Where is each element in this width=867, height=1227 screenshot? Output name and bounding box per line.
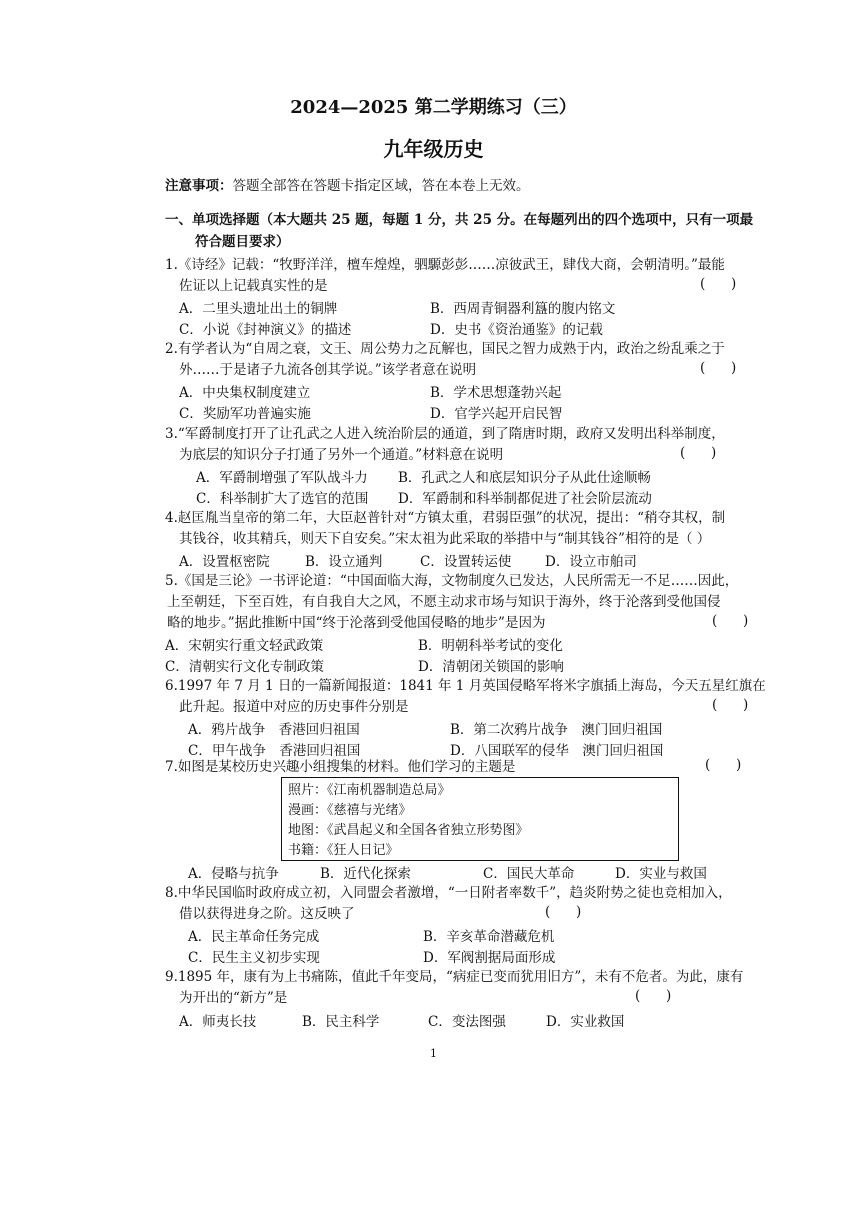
q7-option-a: A．侵略与抗争 <box>188 866 279 882</box>
q6-option-a: A．鸦片战争 香港回归祖国 <box>188 722 360 738</box>
q7-option-d: D．实业与救国 <box>615 866 707 882</box>
q5-stem-line2: 上至朝廷，下至百姓，有自我自大之风，不愿主动求市场与知识于海外，终于沦落到受他国侵 <box>167 594 721 610</box>
q1-option-b: B．西周青铜器利簋的腹内铭文 <box>430 301 616 317</box>
q3-stem-line2: 为底层的知识分子打通了另外一个通道。”材料意在说明 <box>179 447 504 463</box>
q7-material-box <box>281 777 679 861</box>
q2-option-b: B．学术思想蓬勃兴起 <box>430 385 562 401</box>
q8-stem-line2: 借以获得进身之阶。这反映了 <box>179 906 355 922</box>
q8-answer-paren: ( ) <box>545 904 582 920</box>
exam-title: 2024—2025 第二学期练习（三） <box>290 97 577 118</box>
q6-stem-line1: 6.1997 年 7 月 1 日的一篇新闻报道：1841 年 1 月英国侵略军将米字旗插上海岛，今天五星红旗在 <box>165 678 766 694</box>
q1-option-a: A．二里头遗址出土的铜牌 <box>179 301 338 317</box>
q4-stem-line2: 其钱谷，收其精兵，则天下自安矣。”宋太祖为此采取的举措中与“制其钱谷”相符的是（ ） <box>179 531 711 547</box>
q5-answer-paren: ( ) <box>712 613 749 629</box>
q2-stem-line2: 外……于是诸子九流各创其学说。”该学者意在说明 <box>179 362 477 378</box>
q3-option-c: C．科举制扩大了选官的范围 <box>196 491 369 507</box>
q3-option-a: A．军爵制增强了军队战斗力 <box>196 470 368 486</box>
q1-stem-line2: 佐证以上记载真实性的是 <box>179 278 328 294</box>
q5-option-c: C．清朝实行文化专制政策 <box>165 659 324 675</box>
q4-option-b: B．设立通判 <box>305 554 383 570</box>
q1-answer-paren: ( ) <box>700 276 737 292</box>
notice-label: 注意事项： <box>165 178 233 194</box>
notice-text: 答题全部答在答题卡指定区域，答在本卷上无效。 <box>232 178 530 194</box>
q3-option-b: B．孔武之人和底层知识分子从此仕途顺畅 <box>398 470 651 486</box>
q3-option-d: D．军爵制和科举制都促进了社会阶层流动 <box>398 491 652 507</box>
q9-stem-line1: 9.1895 年，康有为上书痛陈，值此千年变局，“病症已变而犹用旧方”，未有不危者。为此，康有 <box>165 969 744 985</box>
q2-answer-paren: ( ) <box>700 360 737 376</box>
q7-stem-line1: 7.如图是某校历史兴趣小组搜集的材料。他们学习的主题是 <box>165 759 516 775</box>
q5-option-b: B．明朝科举考试的变化 <box>418 638 563 654</box>
q1-option-c: C．小说《封神演义》的描述 <box>179 322 352 338</box>
q7-box-line: 漫画：《慈禧与光绪》 <box>288 803 412 818</box>
q6-option-b: B．第二次鸦片战争 澳门回归祖国 <box>450 722 663 738</box>
q8-option-d: D．军阀割据局面形成 <box>423 950 556 966</box>
q3-stem-line1: 3.“军爵制度打开了让孔武之人进入统治阶层的通道，到了隋唐时期，政府又发明出科举制度， <box>165 426 725 442</box>
q2-option-d: D．官学兴起开启民智 <box>430 406 563 422</box>
q1-option-d: D．史书《资治通鉴》的记载 <box>430 322 603 338</box>
q8-option-b: B．辛亥革命潜藏危机 <box>423 929 555 945</box>
q7-box-line: 照片：《江南机器制造总局》 <box>288 783 451 798</box>
q4-option-d: D．设立市舶司 <box>545 554 637 570</box>
q8-stem-line1: 8.中华民国临时政府成立初，入同盟会者激增，“一日附者率数千”，趋炎附势之徒也竞相加入， <box>165 885 732 901</box>
q5-stem-line1: 5.《国是三论》一书评论道：“中国面临大海，文物制度久已发达，人民所需无一不足……因此， <box>165 573 739 589</box>
q9-option-c: C．变法图强 <box>428 1014 506 1030</box>
q6-option-d: D．八国联军的侵华 澳门回归祖国 <box>450 743 664 759</box>
q9-option-b: B．民主科学 <box>302 1014 380 1030</box>
q9-stem-line2: 为开出的“新方”是 <box>179 990 288 1006</box>
q8-option-c: C．民生主义初步实现 <box>188 950 320 966</box>
q6-answer-paren: ( ) <box>712 697 749 713</box>
q1-stem-line1: 1.《诗经》记载：“牧野洋洋，檀车煌煌，驷騵彭彭……凉彼武王，肆伐大商，会朝清明。”最能 <box>165 257 725 273</box>
q9-answer-paren: ( ) <box>635 988 672 1004</box>
q4-option-c: C．设置转运使 <box>420 554 512 570</box>
q7-option-c: C．国民大革命 <box>483 866 575 882</box>
q7-option-b: B．近代化探索 <box>320 866 411 882</box>
q5-option-d: D．清朝闭关锁国的影响 <box>418 659 564 675</box>
q2-stem-line1: 2.有学者认为“自周之衰，文王、周公势力之瓦解也，国民之智力成熟于内，政治之纷乱乘之于 <box>165 341 725 357</box>
q6-stem-line2: 此升起。报道中对应的历史事件分别是 <box>179 699 409 715</box>
q6-option-c: C．甲午战争 香港回归祖国 <box>188 743 361 759</box>
q2-option-c: C．奖励军功普遍实施 <box>179 406 311 422</box>
q4-option-a: A．设置枢密院 <box>179 554 270 570</box>
q9-option-a: A．师夷长技 <box>179 1014 257 1030</box>
q5-stem-line3: 略的地步。”据此推断中国“终于沦落到受他国侵略的地步”是因为 <box>167 615 546 631</box>
q8-option-a: A．民主革命任务完成 <box>188 929 320 945</box>
q2-option-a: A．中央集权制度建立 <box>179 385 311 401</box>
q4-stem-line1: 4.赵匡胤当皇帝的第二年，大臣赵普针对“方镇太重，君弱臣强”的状况，提出：“稍夺其权，制 <box>165 510 726 526</box>
exam-subtitle: 九年级历史 <box>383 137 484 161</box>
q9-option-d: D．实业救国 <box>546 1014 625 1030</box>
page-number: 1 <box>430 1047 437 1060</box>
section-heading-line2: 符合题目要求） <box>195 234 290 250</box>
q7-box-line: 书籍：《狂人日记》 <box>288 843 399 858</box>
q7-box-line: 地图：《武昌起义和全国各省独立形势图》 <box>288 823 529 838</box>
section-heading-line1: 一、单项选择题（本大题共 25 题，每题 1 分，共 25 分。在每题列出的四个选项中，只有一项最 <box>165 212 754 228</box>
q7-answer-paren: ( ) <box>705 757 742 773</box>
q5-option-a: A．宋朝实行重文轻武政策 <box>165 638 324 654</box>
q3-answer-paren: ( ) <box>680 445 717 461</box>
notice <box>165 176 530 196</box>
